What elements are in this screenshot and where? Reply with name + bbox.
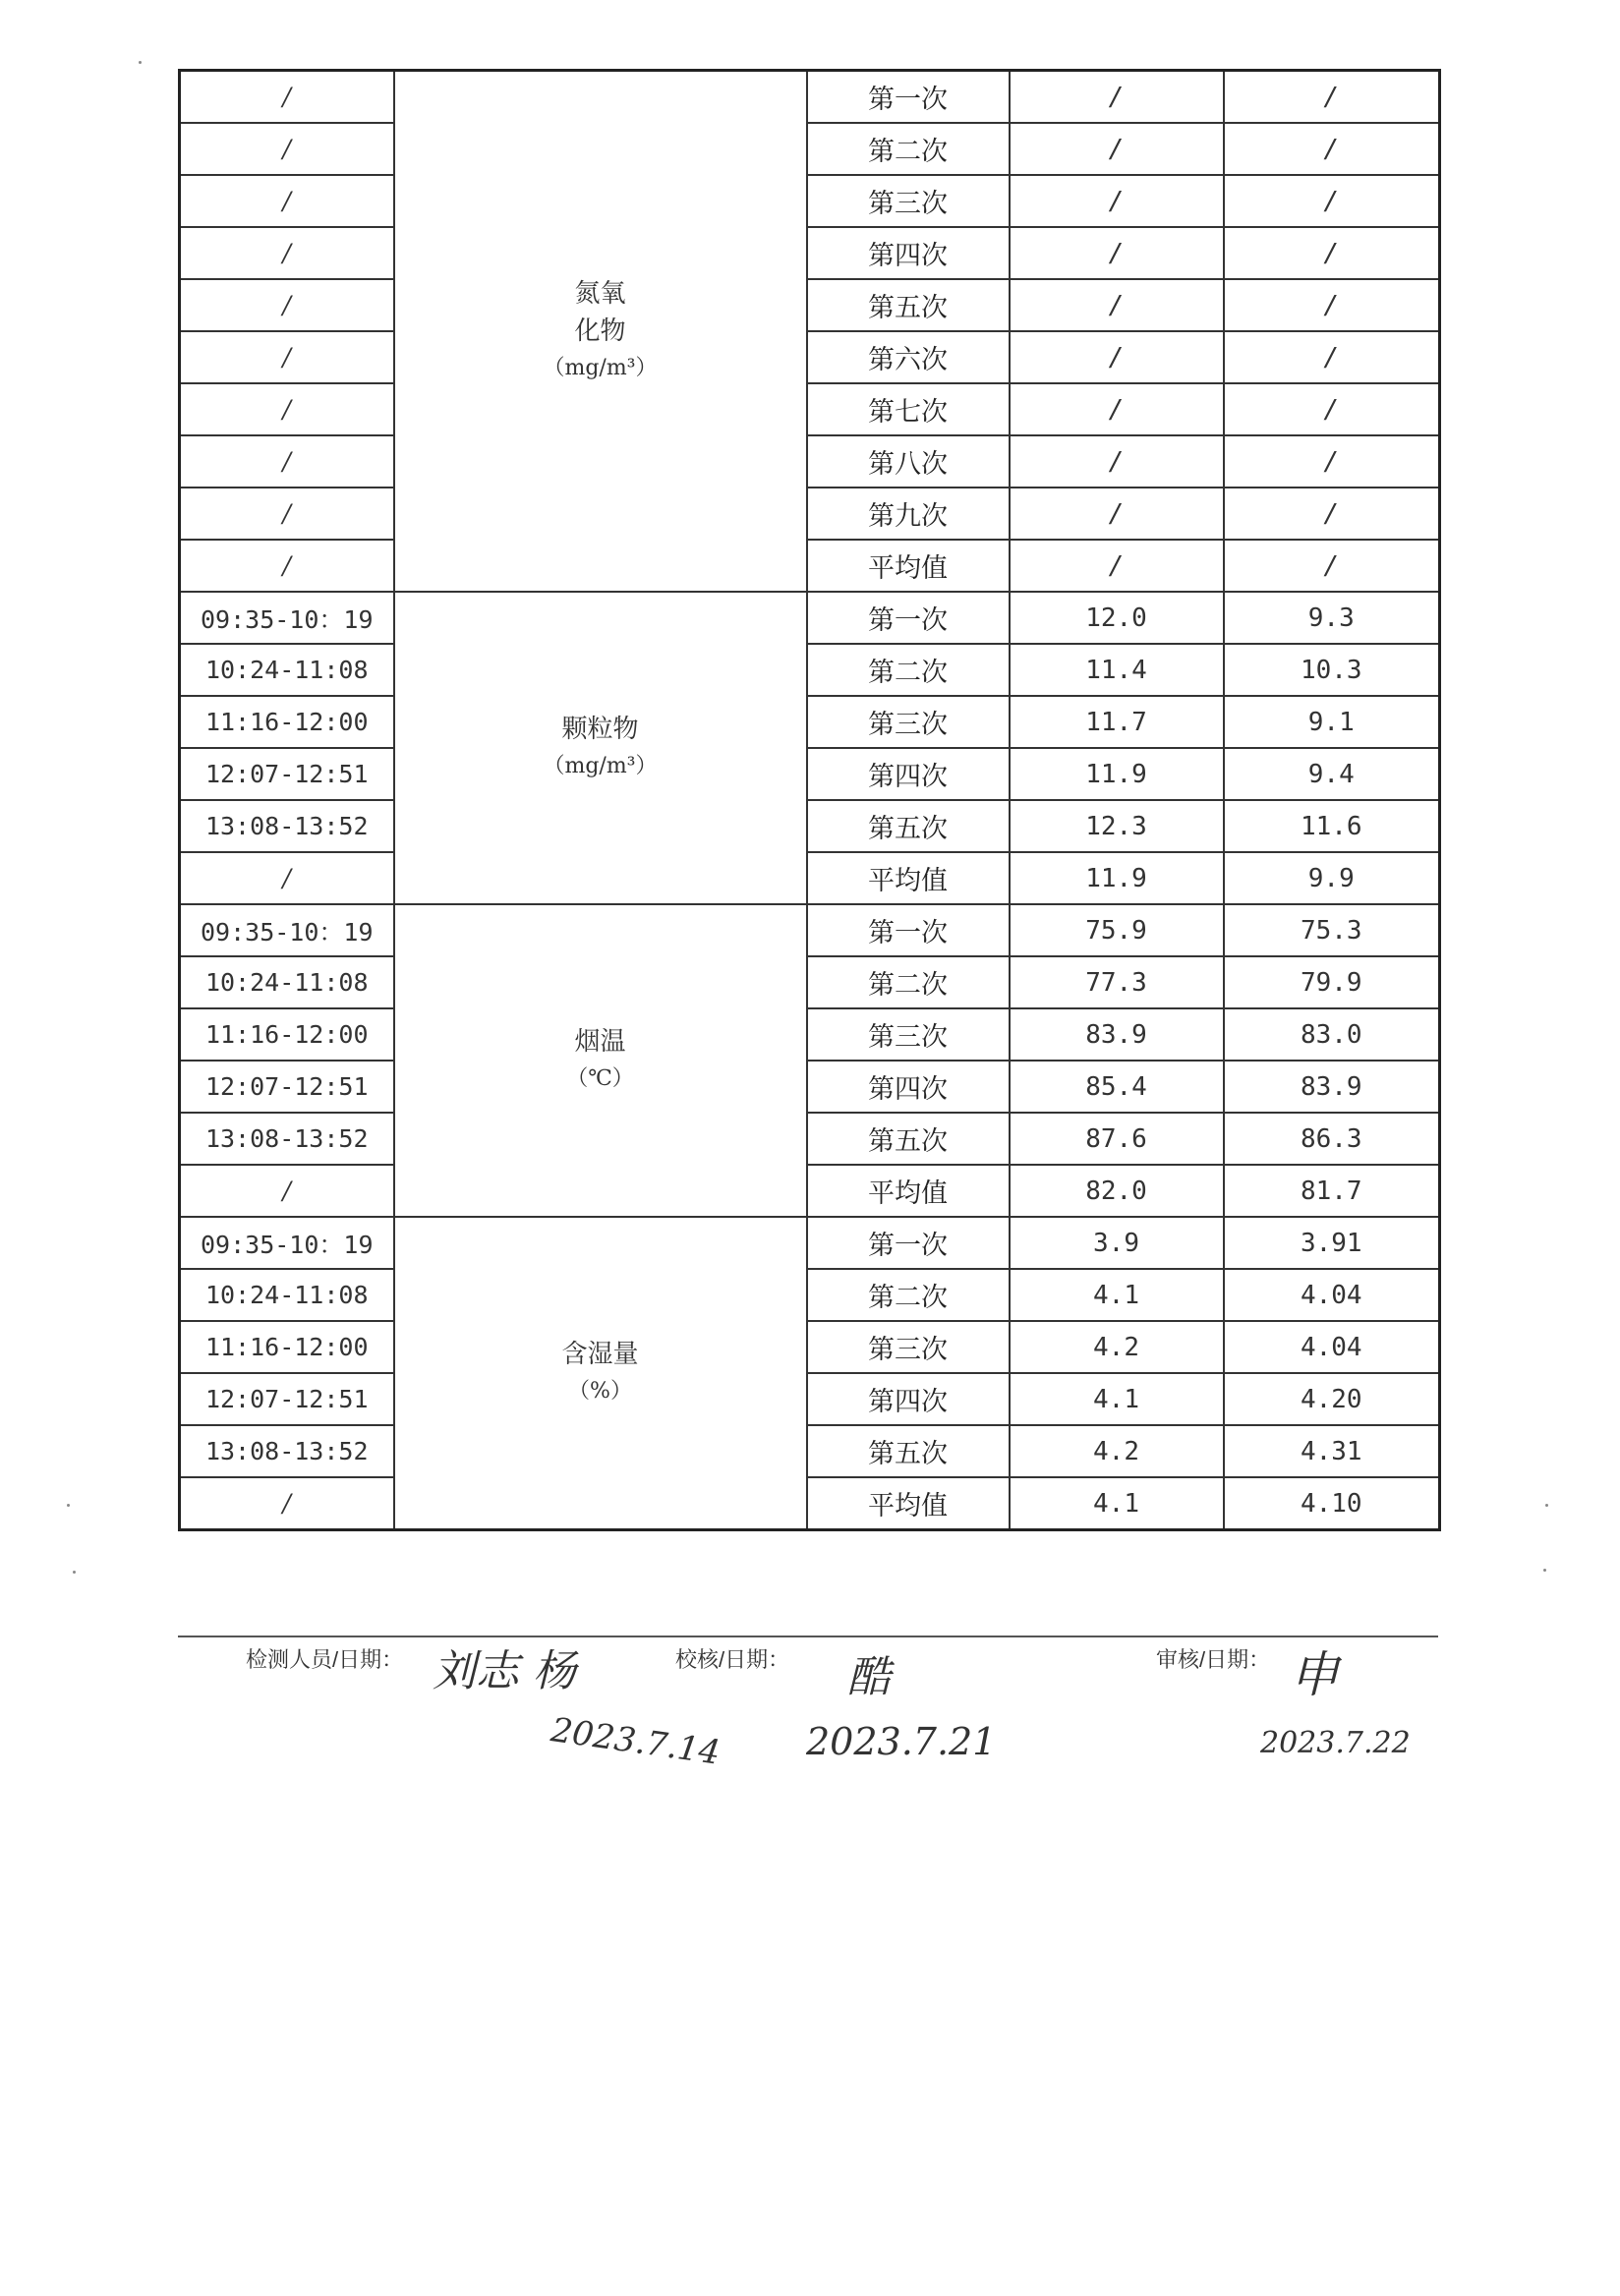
value-cell-a: 85.4	[1010, 1061, 1224, 1113]
parameter-name: 颗粒物	[561, 715, 639, 744]
sampling-time-cell: 11:16-12:00	[180, 696, 394, 748]
round-cell: 第二次	[807, 956, 1010, 1008]
table-row	[180, 1269, 1440, 1321]
round-cell: 平均值	[807, 1477, 1010, 1530]
parameter-name: 氮氧	[574, 279, 626, 309]
round-cell: 第一次	[807, 904, 1010, 956]
value-cell-a: 12.3	[1010, 800, 1224, 852]
round-cell: 第一次	[807, 1217, 1010, 1269]
sampling-time-cell: /	[180, 852, 394, 904]
value-cell-a: /	[1010, 540, 1224, 592]
table-row	[180, 1217, 1440, 1269]
value-cell-a: 83.9	[1010, 1008, 1224, 1061]
reviewer-label: 审核/日期：	[1156, 1647, 1271, 1672]
round-cell: 第四次	[807, 1373, 1010, 1425]
round-cell: 第一次	[807, 71, 1010, 124]
value-cell-b: /	[1224, 488, 1440, 540]
sampling-time-cell: 11:16-12:00	[180, 1321, 394, 1373]
sampling-time-cell: 09:35-10：19	[180, 1217, 394, 1269]
round-cell: 第八次	[807, 435, 1010, 488]
value-cell-a: 11.9	[1010, 748, 1224, 800]
parameter-cell	[394, 904, 807, 1217]
value-cell-b: /	[1224, 279, 1440, 331]
sampling-time-cell: 13:08-13:52	[180, 1113, 394, 1165]
value-cell-a: 4.1	[1010, 1477, 1224, 1530]
table-body	[180, 71, 1440, 1530]
scan-speck	[1545, 1504, 1548, 1507]
parameter-name: 烟温	[574, 1027, 626, 1057]
round-cell: 第五次	[807, 800, 1010, 852]
value-cell-a: /	[1010, 435, 1224, 488]
sampling-time-cell: 12:07-12:51	[180, 1373, 394, 1425]
value-cell-b: /	[1224, 71, 1440, 124]
table-row	[180, 1321, 1440, 1373]
parameter-cell	[394, 71, 807, 593]
table-row	[180, 852, 1440, 904]
value-cell-a: 75.9	[1010, 904, 1224, 956]
scan-speck	[1543, 1569, 1546, 1572]
sampling-time-cell: /	[180, 540, 394, 592]
table-row	[180, 644, 1440, 696]
table-row	[180, 956, 1440, 1008]
reviewer-date: 2023.7.22	[1260, 1726, 1411, 1760]
value-cell-b: /	[1224, 435, 1440, 488]
value-cell-a: /	[1010, 71, 1224, 124]
round-cell: 第四次	[807, 227, 1010, 279]
value-cell-b: 11.6	[1224, 800, 1440, 852]
round-cell: 第二次	[807, 1269, 1010, 1321]
value-cell-a: /	[1010, 383, 1224, 435]
parameter-unit: （℃）	[566, 1066, 634, 1091]
sampling-time-cell: 13:08-13:52	[180, 800, 394, 852]
round-cell: 第三次	[807, 696, 1010, 748]
value-cell-a: /	[1010, 227, 1224, 279]
value-cell-b: 4.20	[1224, 1373, 1440, 1425]
sampling-time-cell: /	[180, 331, 394, 383]
value-cell-b: 9.3	[1224, 592, 1440, 644]
value-cell-b: 10.3	[1224, 644, 1440, 696]
table-row	[180, 488, 1440, 540]
value-cell-a: 82.0	[1010, 1165, 1224, 1217]
value-cell-b: 83.0	[1224, 1008, 1440, 1061]
parameter-unit: （%）	[568, 1379, 632, 1404]
sampling-time-cell: /	[180, 123, 394, 175]
sampling-time-cell: /	[180, 488, 394, 540]
scan-speck	[139, 61, 142, 64]
value-cell-a: 11.4	[1010, 644, 1224, 696]
table-row	[180, 1113, 1440, 1165]
parameter-unit: （mg/m³）	[543, 754, 658, 778]
sampling-time-cell: /	[180, 227, 394, 279]
value-cell-a: 4.2	[1010, 1425, 1224, 1477]
round-cell: 平均值	[807, 1165, 1010, 1217]
value-cell-b: /	[1224, 540, 1440, 592]
table-row	[180, 383, 1440, 435]
sampling-time-cell: /	[180, 279, 394, 331]
round-cell: 第七次	[807, 383, 1010, 435]
value-cell-a: 4.2	[1010, 1321, 1224, 1373]
table-row	[180, 1165, 1440, 1217]
sampling-time-cell: 10:24-11:08	[180, 1269, 394, 1321]
scan-speck	[67, 1504, 70, 1507]
sampling-time-cell: 12:07-12:51	[180, 748, 394, 800]
round-cell: 第二次	[807, 644, 1010, 696]
sampling-time-cell: 09:35-10：19	[180, 592, 394, 644]
value-cell-a: /	[1010, 175, 1224, 227]
value-cell-b: 83.9	[1224, 1061, 1440, 1113]
parameter-unit: （mg/m³）	[543, 356, 658, 380]
value-cell-a: 4.1	[1010, 1373, 1224, 1425]
value-cell-b: 81.7	[1224, 1165, 1440, 1217]
value-cell-b: 4.04	[1224, 1321, 1440, 1373]
round-cell: 第九次	[807, 488, 1010, 540]
table-row	[180, 279, 1440, 331]
tester-date: 2023.7.14	[549, 1710, 723, 1773]
table-row	[180, 592, 1440, 644]
sampling-time-cell: 11:16-12:00	[180, 1008, 394, 1061]
table-row	[180, 748, 1440, 800]
table-row	[180, 904, 1440, 956]
round-cell: 第三次	[807, 175, 1010, 227]
round-cell: 第五次	[807, 1113, 1010, 1165]
value-cell-a: 87.6	[1010, 1113, 1224, 1165]
table-row	[180, 227, 1440, 279]
parameter-name: 含湿量	[561, 1340, 639, 1369]
value-cell-b: 79.9	[1224, 956, 1440, 1008]
round-cell: 第四次	[807, 748, 1010, 800]
value-cell-b: /	[1224, 383, 1440, 435]
sampling-time-cell: 09:35-10：19	[180, 904, 394, 956]
round-cell: 第二次	[807, 123, 1010, 175]
table-row	[180, 540, 1440, 592]
table-row	[180, 331, 1440, 383]
round-cell: 第五次	[807, 1425, 1010, 1477]
value-cell-b: /	[1224, 227, 1440, 279]
parameter-name-line2: 化物	[574, 316, 626, 346]
round-cell: 第三次	[807, 1008, 1010, 1061]
value-cell-b: 3.91	[1224, 1217, 1440, 1269]
sampling-time-cell: /	[180, 435, 394, 488]
round-cell: 平均值	[807, 540, 1010, 592]
checker-signature: 酷	[847, 1652, 891, 1702]
value-cell-b: /	[1224, 123, 1440, 175]
value-cell-a: /	[1010, 279, 1224, 331]
value-cell-b: 4.10	[1224, 1477, 1440, 1530]
table-row	[180, 1373, 1440, 1425]
measurement-table-container	[178, 69, 1438, 1531]
sampling-time-cell: /	[180, 71, 394, 124]
value-cell-a: 3.9	[1010, 1217, 1224, 1269]
table-row	[180, 1477, 1440, 1530]
value-cell-a: /	[1010, 488, 1224, 540]
tester-label: 检测人员/日期：	[246, 1647, 404, 1672]
table-row	[180, 696, 1440, 748]
sampling-time-cell: 12:07-12:51	[180, 1061, 394, 1113]
sampling-time-cell: 13:08-13:52	[180, 1425, 394, 1477]
table-row	[180, 175, 1440, 227]
table-row	[180, 1008, 1440, 1061]
scan-speck	[73, 1571, 76, 1574]
value-cell-a: 12.0	[1010, 592, 1224, 644]
table-row	[180, 71, 1440, 124]
value-cell-b: 4.31	[1224, 1425, 1440, 1477]
value-cell-b: 4.04	[1224, 1269, 1440, 1321]
tester-signature: 刘志 杨	[433, 1646, 576, 1696]
value-cell-b: /	[1224, 175, 1440, 227]
footer-divider	[178, 1636, 1438, 1637]
sampling-time-cell: /	[180, 1165, 394, 1217]
table-row	[180, 1061, 1440, 1113]
sampling-time-cell: /	[180, 175, 394, 227]
value-cell-b: /	[1224, 331, 1440, 383]
parameter-cell	[394, 592, 807, 904]
value-cell-b: 75.3	[1224, 904, 1440, 956]
value-cell-b: 9.9	[1224, 852, 1440, 904]
value-cell-b: 86.3	[1224, 1113, 1440, 1165]
checker-label: 校核/日期：	[675, 1647, 790, 1672]
round-cell: 第一次	[807, 592, 1010, 644]
value-cell-a: /	[1010, 331, 1224, 383]
checker-date: 2023.7.21	[806, 1720, 997, 1763]
value-cell-a: /	[1010, 123, 1224, 175]
sampling-time-cell: /	[180, 1477, 394, 1530]
parameter-cell	[394, 1217, 807, 1530]
round-cell: 第六次	[807, 331, 1010, 383]
round-cell: 第四次	[807, 1061, 1010, 1113]
table-row	[180, 800, 1440, 852]
round-cell: 第三次	[807, 1321, 1010, 1373]
measurement-table	[178, 69, 1441, 1531]
value-cell-a: 4.1	[1010, 1269, 1224, 1321]
value-cell-a: 11.7	[1010, 696, 1224, 748]
sampling-time-cell: 10:24-11:08	[180, 644, 394, 696]
reviewer-signature: 申	[1290, 1646, 1339, 1703]
value-cell-b: 9.1	[1224, 696, 1440, 748]
table-row	[180, 1425, 1440, 1477]
value-cell-a: 77.3	[1010, 956, 1224, 1008]
sampling-time-cell: /	[180, 383, 394, 435]
sampling-time-cell: 10:24-11:08	[180, 956, 394, 1008]
table-row	[180, 435, 1440, 488]
value-cell-b: 9.4	[1224, 748, 1440, 800]
round-cell: 平均值	[807, 852, 1010, 904]
table-row	[180, 123, 1440, 175]
round-cell: 第五次	[807, 279, 1010, 331]
value-cell-a: 11.9	[1010, 852, 1224, 904]
